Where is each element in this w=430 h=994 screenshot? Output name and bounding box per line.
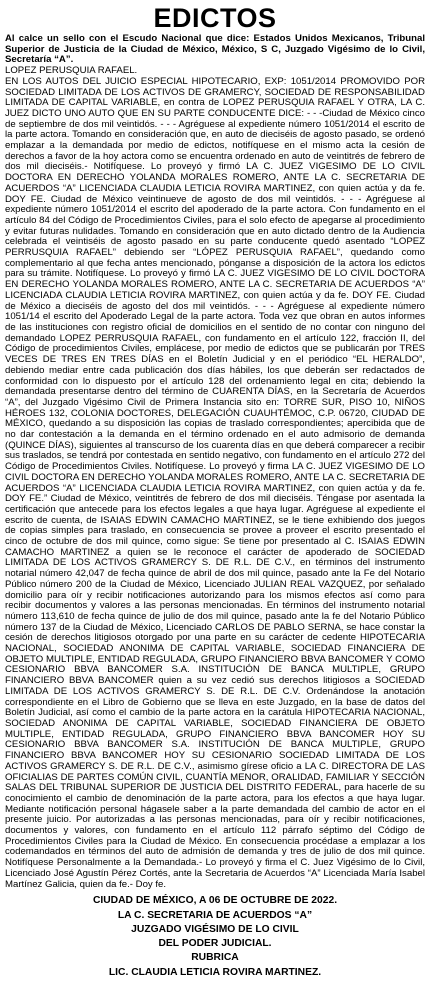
notice-title: EDICTOS [153,3,277,33]
signature-name: LIC. CLAUDIA LETICIA ROVIRA MARTINEZ. [108,966,322,978]
signature-date: CIUDAD DE MÉXICO, A 06 DE OCTUBRE DE 2022. [92,895,338,907]
signature-court: JUZGADO VIGÉSIMO DE LO CIVIL [131,923,299,935]
signature-block [5,894,425,980]
addressee-paragraph: LOPEZ PERUSQUIA RAFAEL. [5,65,138,77]
notice-body [5,66,425,890]
ruling-paragraph: EN LOS AUTOS DEL JUICIO ESPECIAL HIPOTECARIO, EXP: 1051/2014 PROMOVIDO POR SOCIEDAD LIMITADA DE LOS ACTIVOS DE GRAMERCY, SOCIEDAD DE RESPONSABILIDAD LIMITADA DE CAPITAL VARIABLE, en contra de LOPEZ PERUSQUIA RAFAEL Y OTRA, LA C. JUEZ DICTO UNO AUTO QUE EN SU PARTE CONDUCENTE DICE: - - -Ciudad de México cinco de septiembre de dos mil veintidós. - - - Agréguese al expediente número 1051/2014 el escrito de la parte actora. Tomando en consideración que, en auto de dieciséis de agosto pasado, se ordenó emplazar a la demandada por medio de edictos, notifíquese en el mismo acta la cesión de derechos a favor de la hoy actora como se encuentra ordenado en auto de veintitrés de febrero de dos mil dieciséis.- Notifíquese. Lo proveyó y firmó LA C. JUEZ VIGESIMO DE LO CIVIL DOCTORA EN DERECHO YOLANDA MORALES ROMERO, ANTE LA C. SECRETARIA DE ACUERDOS “A” LICENCIADA CLAUDIA LETICIA ROVIRA MARTINEZ, con quien actúa y da fe. DOY FE. Ciudad de México veintinueve de agosto de dos mil veintidós. - - - Agréguese al expediente número 1051/2014 el escrito del apoderado de la parte actora. Con fundamento en el artículo 84 del Código de Procedimientos Civiles, para el solo efecto de apegarse al procedimiento y evitar futuras nulidades. Tomando en consideración que en auto dictado dentro de la Audiencia celebrada el veintiséis de agosto pasado en su parte conducente quedó asentado “LOPEZ PERRUSQUIA RAFAEL” debiendo ser “LÓPEZ PERUSQUIA RAFAEL”, quedando como complementario al que fecha antes mencionado, pónganse a disposición de la actora los edictos para su trámite. Notifíquese. Lo proveyó y firmó LA C. JUEZ VIGESIMO DE LO CIVIL DOCTORA EN DERECHO YOLANDA MORALES ROMERO, ANTE LA C. SECRETARIA DE ACUERDOS “A” LICENCIADA CLAUDIA LETICIA ROVIRA MARTINEZ, con quien actúa y da fe. DOY FE. Ciudad de México a dieciséis de agosto del dos mil veintidós. - - - Agréguese al expediente número 1051/14 el escrito del Apoderado Legal de la parte actora. Toda vez que obran en autos informes de las instituciones con registro oficial de domicilios en el sentido de no contar con ninguno del demandado LOPEZ PERRUSQUIA RAFAEL, con fundamento en el artículo 122, fracción II, del Código de procedimientos Civiles, emplácese, por medio de edictos que se publicarán por TRES VECES DE TRES EN TRES DÍAS en el Boletín Judicial y en el periódico “EL HERALDO”, debiendo mediar entre cada publicación dos días hábiles, los que deberán ser redactados de conformidad con lo dispuesto por el artículo 128 del ordenamiento legal en cita; debiendo la demandada presentarse dentro del término de CUARENTA DÍAS, en la Secretaría de Acuerdos “A”, del Juzgado Vigésimo Civil de Primera Instancia sito en: TORRE SUR, PISO 10, NIÑOS HÉROES 132, COLONIA DOCTORES, DELEGACIÓN CUAUHTÉMOC, C.P. 06720, CIUDAD DE MÉXICO, quedando a su disposición las copias de traslado correspondientes; apercibida que de no dar contestación a la demanda en el término ordenado en el auto admisorio de demanda (QUINCE DÍAS), siguientes al transcurso de los cuarenta días en que deberá comparecer a recibir sus traslados, se tendrá por contestada en sentido negativo, con fundamento en el artículo 272 del Código de Procedimientos Civiles. Notifíquese. Lo proveyó y firma LA C. JUEZ VIGESIMO DE LO CIVIL DOCTORA EN DERECHO YOLANDA MORALES ROMERO, ANTE LA C. SECRETARIA DE ACUERDOS “A” LICENCIADA CLAUDIA LETICIA ROVIRA MARTINEZ, con quien actúa y da fe. DOY FE.” Ciudad de México, veintitrés de febrero de dos mil dieciséis. Téngase por asentada la certificación que antecede para los efectos legales a que haya lugar. Agréguese al expediente el escrito de cuenta, de ISAIAS EDWIN CAMACHO MARTINEZ, se le tiene exhibiendo dos juegos de copias simples para traslado, en consecuencia se provee a proveer el escrito presentado el cinco de octubre de dos mil quince, como sigue: Se tiene por presentado al C. ISAIAS EDWIN CAMACHO MARTINEZ a quien se le reconoce el carácter de apoderado de SOCIEDAD LIMITADA DE LOS ACTIVOS GRAMERCY S. DE R.L. DE C.V., en términos del instrumento notarial número 42,047 de fecha quince de abril de dos mil quince, pasado ante la Fe del Notario Público número 200 de la Ciudad de México, Licenciado JULIAN REAL VAZQUEZ, por señalado domicilio para oír y recibir notificaciones autorizando para los mismos efectos así como para recibir documentos y valores a las personas mencionadas. En términos del instrumento notarial número 113,610 de fecha quince de julio de dos mil quince, pasado ante la fe del Notario Público número 137 de la Ciudad de México, Licenciado CARLOS DE PABLO SERNA, se hace constar la cesión de derechos litigiosos otorgado por una parte en su carácter de cedente HIPOTECARIA NACIONAL, SOCIEDAD ANONIMA DE CAPITAL VARIABLE, SOCIEDAD FINANCIERA DE OBJETO MULTIPLE, ENTIDAD REGULADA, GRUPO FINANCIERO BBVA BANCOMER Y COMO CESIONARIO BBVA BANCOMER S.A. INSTITUCIÓN DE BANCA MULTIPLE, GRUPO FINANCIERO BBVA BANCOMER quien a su vez cedió sus derechos litigiosos a SOCIEDAD LIMITADA DE LOS ACTIVOS GRAMERCY S. DE R.L. DE C.V. Ordenándose la anotación correspondiente en el Libro de Gobierno que se lleva en este Juzgado, en la base de datos del Boletín Judicial, así como el cambio de la parte actora en la carátula HIPOTECARIA NACIONAL, SOCIEDAD ANONIMA DE CAPITAL VARIABLE, SOCIEDAD FINANCIERA DE OBJETO MULTIPLE, ENTIDAD REGULADA, GRUPO FINANCIERO BBVA BANCOMER HOY SU CESIONARIO BBVA BANCOMER S.A. INSTITUCIÓN DE BANCA MULTIPLE, GRUPO FINANCIERO BBVA BANCOMER HOY SU CESIONARIO SOCIEDAD LIMITADA DE LOS ACTIVOS GRAMERCY S. DE R.L. DE C.V., asimismo gírese oficio a LA C. DIRECTORA DE LAS OFICIALIAS DE PARTES COMÚN CIVIL, CUANTÍA MENOR, ORALIDAD, FAMILIAR Y SECCIÓN SALAS DEL TRIBUNAL SUPERIOR DE JUSTICIA DEL DISTRITO FEDERAL, para hacerle de su conocimiento el cambio de denominación de la parte actora, para los efectos a que haya lugar. Mediante notificación personal hágasele saber a la parte demandada del cambio de actor en el presente juicio. Por autorizadas a las personas mencionadas, para oír y recibir notificaciones, documentos y valores, con fundamento en el artículo 112 párrafo séptimo del Código de Procedimientos Civiles para la Ciudad de México. En consecuencia procédase a emplazar a los codemandados en términos del auto de admisión de demanda y tres de julio de dos mil quince. Notifíquese Personalmente a la Demandada.- Lo proveyó y firma el C. Juez Vigésimo de lo Civil, Licenciado José Agustín Pérez Cortés, ante la Secretaria de Acuerdos “A” Licenciada María Isabel Martínez Galicia, quien da fe.- Doy fe. [5,75,425,890]
signature-judiciary: DEL PODER JUDICIAL. [158,938,272,950]
seal-description: Al calce un sello con el Escudo Nacional que dice: Estados Unidos Mexicanos, Tribunal Superior de Justicia de la Ciudad de México, México, S C, Juzgado Vigésimo de lo Civil, Secretaría “A”. [5,33,425,66]
signature-rubric: RUBRICA [191,952,239,964]
signature-role: LA C. SECRETARIA DE ACUERDOS “A” [117,909,313,921]
